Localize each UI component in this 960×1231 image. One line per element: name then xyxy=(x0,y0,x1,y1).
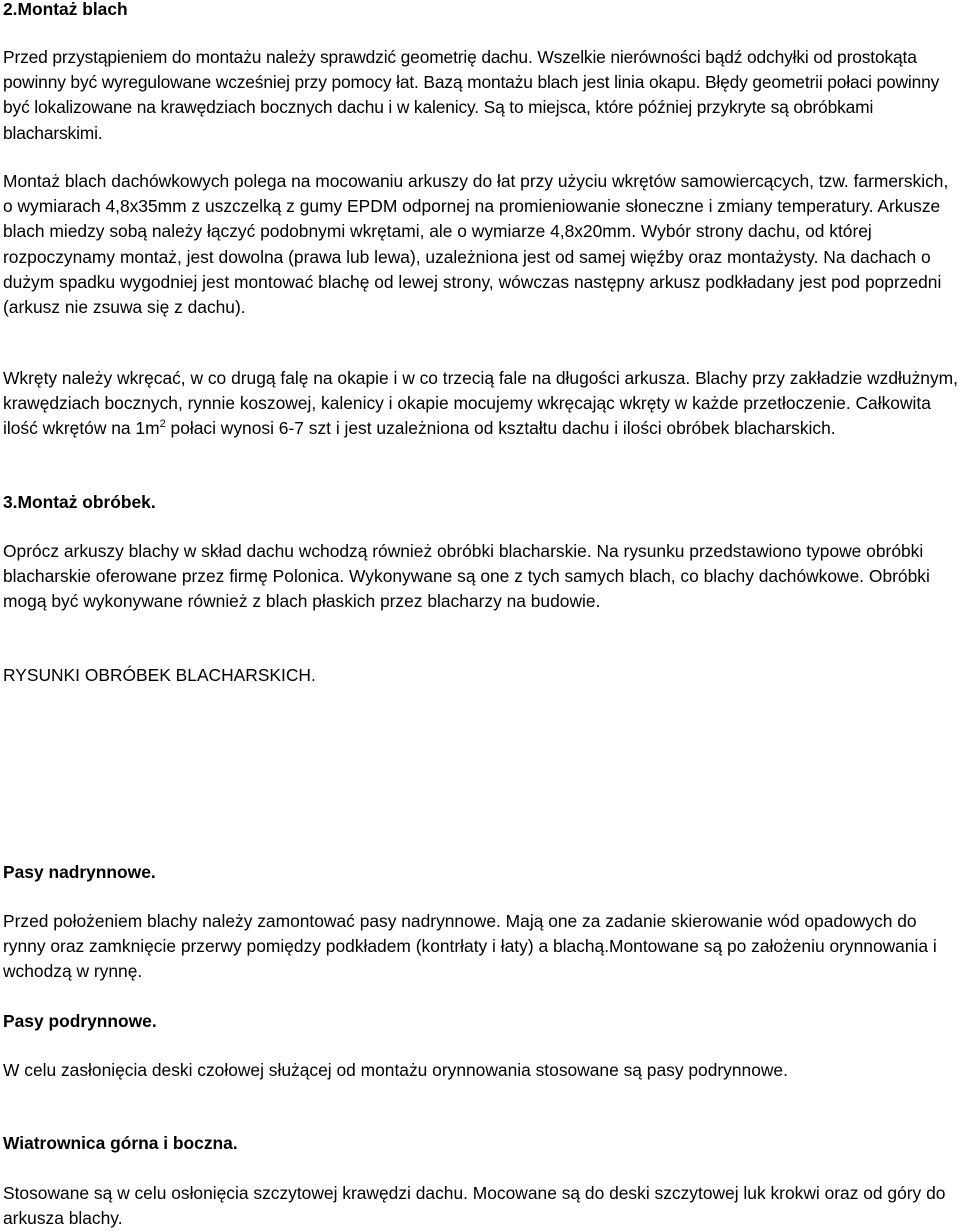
subheading-wiatrownica: Wiatrownica górna i boczna. xyxy=(3,1133,238,1153)
section-heading-montaz-obrobek: 3.Montaż obróbek. xyxy=(3,492,156,512)
section-heading-montaz-blach: 2.Montaż blach xyxy=(3,0,128,19)
paragraph-flashing-intro: Oprócz arkuszy blachy w skład dachu wchodzą również obróbki blacharskie. Na rysunku przedstawiono typowe obróbki blacharskie oferowane przez firmę Polonica. Wykonywane są one z tych samych blach, co blachy dachówkowe. Obróbki mogą być wykonywane również z blach płaskich przez blacharzy na budowie. xyxy=(3,541,930,612)
figures-caption: RYSUNKI OBRÓBEK BLACHARSKICH. xyxy=(3,665,316,685)
screw-spacing-text-end: połaci wynosi 6-7 szt i jest uzależniona od kształtu dachu i ilości obróbek blacharskich. xyxy=(165,418,836,439)
subheading-pasy-podrynnowe: Pasy podrynnowe. xyxy=(3,1011,157,1031)
paragraph-wiatrownica: Stosowane są w celu osłonięcia szczytowej krawędzi dachu. Mocowane są do deski szczytowej luk krokwi oraz od góry do arkusza blachy. xyxy=(3,1183,946,1229)
paragraph-geometry-check: Przed przystąpieniem do montażu należy sprawdzić geometrię dachu. Wszelkie nierówności bądź odchyłki od prostokąta powinny być wyregulowane wcześniej przy pomocy łat. Bazą montażu blach jest linia okapu. Błędy geometrii połaci powinny być lokalizowane na krawędziach bocznych dachu i w kalenicy. Są to miejsca, które później przykryte są obróbkami blacharskimi. xyxy=(3,47,940,143)
paragraph-pasy-nadrynnowe: Przed położeniem blachy należy zamontować pasy nadrynnowe. Mają one za zadanie skierowanie wód opadowych do rynny oraz zamknięcie przerwy pomiędzy podkładem (kontrłaty i łaty) a blachą.Montowane są po założeniu orynnowania i wchodzą w rynnę. xyxy=(3,911,937,982)
superscript-squared: 2 xyxy=(159,418,166,431)
paragraph-screw-spacing xyxy=(3,366,958,442)
paragraph-pasy-podrynnowe: W celu zasłonięcia deski czołowej służącej od montażu orynnowania stosowane są pasy podrynnowe. xyxy=(3,1060,788,1080)
screw-spacing-text-start: Wkręty należy wkręcać, w co drugą falę na okapie i w co trzecią fale na długości arkusza. Blachy przy zakładzie wzdłużnym, krawędziach bocznych, rynnie koszowej, kalenicy i okapie mocujemy wkręcając wkręty w każde przetłoczenie. Całkowita ilość wkrętów na 1m xyxy=(3,368,958,439)
paragraph-screw-mounting: Montaż blach dachówkowych polega na mocowaniu arkuszy do łat przy użyciu wkrętów samowiercących, tzw. farmerskich, o wymiarach 4,8x35mm z uszczelką z gumy EPDM odpornej na promieniowanie słoneczne i zmiany temperatury. Arkusze blach miedzy sobą należy łączyć podobnymi wkrętami, ale o wymiarze 4,8x20mm. Wybór strony dachu, od której rozpoczynamy montaż, jest dowolna (prawa lub lewa), uzależniona jest od samej więźby oraz montażysty. Na dachach o dużym spadku wygodniej jest montować blachę od lewej strony, wówczas następny arkusz podkładany jest pod poprzedni (arkusz nie zsuwa się z dachu). xyxy=(3,171,949,318)
subheading-pasy-nadrynnowe: Pasy nadrynnowe. xyxy=(3,862,156,882)
